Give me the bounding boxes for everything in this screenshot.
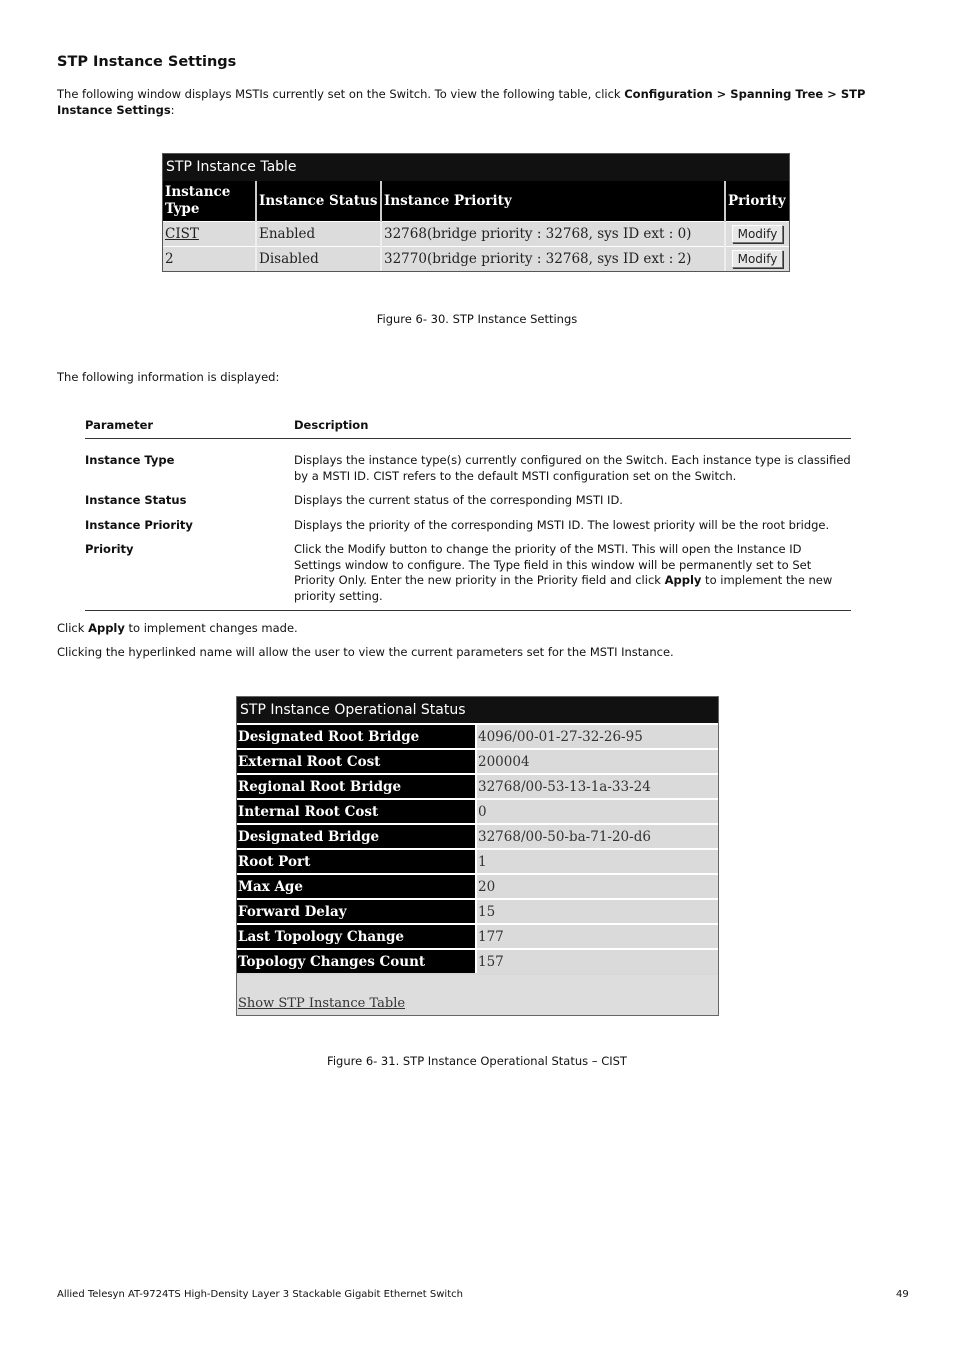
table-row [85, 533, 851, 611]
status-value: 177 [476, 924, 718, 949]
intro-end: : [170, 102, 175, 117]
param-desc-text-end: to implement the new priority setting. [294, 573, 833, 603]
window-footer-area [237, 975, 718, 1015]
table-row [237, 749, 718, 774]
param-desc-text: Click the Modify button to change the priority of the MSTI. This will open the Instance ID Settings window to configure. The Type field in this window will be permanently set to Set Priority Only. Enter the new priority in the Priority field and click [294, 542, 812, 587]
table-row [237, 824, 718, 849]
status-key: Designated Root Bridge [237, 724, 476, 749]
status-key: External Root Cost [237, 749, 476, 774]
info-intro: The following information is displayed: [57, 370, 280, 384]
instance-status-cell: Enabled [256, 222, 381, 247]
table-row [85, 484, 851, 509]
stp-instance-table-window [162, 153, 790, 272]
status-key: Regional Root Bridge [237, 774, 476, 799]
header-instance-priority: Instance Priority [381, 181, 725, 222]
table-row [85, 509, 851, 534]
param-name: Instance Priority [85, 517, 193, 532]
note-text-end: to implement changes made. [124, 621, 298, 635]
operational-status-table [237, 723, 718, 973]
status-key: Designated Bridge [237, 824, 476, 849]
note-text: Click [57, 621, 89, 635]
status-key: Topology Changes Count [237, 949, 476, 973]
parameter-header-row [85, 416, 851, 439]
param-desc: Displays the instance type(s) currently configured on the Switch. Each instance type is classified by a MSTI ID. CIST refers to the default MSTI configuration set on the Switch. [294, 453, 851, 483]
hyperlink-note: Clicking the hyperlinked name will allow the user to view the current parameters set for the MSTI Instance. [57, 645, 674, 659]
modify-button[interactable]: Modify [732, 250, 784, 268]
status-key: Root Port [237, 849, 476, 874]
header-description: Description [294, 416, 851, 439]
table-row [237, 774, 718, 799]
stp-instance-table-title: STP Instance Table [163, 154, 789, 181]
table-row [237, 724, 718, 749]
status-value: 15 [476, 899, 718, 924]
stp-operational-status-window [236, 696, 719, 1016]
figure-caption-1: Figure 6- 30. STP Instance Settings [376, 312, 578, 326]
status-value: 1 [476, 849, 718, 874]
stp-instance-table [163, 181, 789, 271]
header-priority: Priority [725, 181, 789, 222]
table-row [237, 899, 718, 924]
table-row [237, 874, 718, 899]
status-value: 157 [476, 949, 718, 973]
table-row [163, 247, 789, 272]
status-key: Max Age [237, 874, 476, 899]
instance-priority-cell: 32770(bridge priority : 32768, sys ID ext : 2) [381, 247, 725, 272]
section-heading: STP Instance Settings [57, 54, 237, 70]
param-name: Instance Type [85, 453, 175, 467]
status-value: 32768/00-53-13-1a-33-24 [476, 774, 718, 799]
param-desc: Displays the priority of the corresponding MSTI ID. The lowest priority will be the root bridge. [294, 517, 830, 532]
instance-type-cell: 2 [163, 247, 256, 272]
param-desc: Displays the current status of the corresponding MSTI ID. [294, 493, 623, 507]
intro-paragraph [57, 87, 887, 118]
status-key: Last Topology Change [237, 924, 476, 949]
page-number: 49 [896, 1289, 909, 1300]
header-parameter: Parameter [85, 416, 294, 439]
modify-button[interactable]: Modify [732, 225, 784, 243]
status-value: 200004 [476, 749, 718, 774]
param-name: Instance Status [85, 493, 187, 507]
status-key: Internal Root Cost [237, 799, 476, 824]
menu-path: Configuration > Spanning Tree > STP Instance Settings [57, 87, 866, 117]
click-apply-note [57, 621, 298, 637]
parameter-table [85, 416, 851, 611]
status-value: 0 [476, 799, 718, 824]
table-row [237, 924, 718, 949]
intro-text: The following window displays MSTIs currently set on the Switch. To view the following table, click [57, 87, 625, 101]
note-bold: Apply [88, 621, 125, 635]
instance-status-cell: Disabled [256, 247, 381, 272]
table-row [237, 799, 718, 824]
status-key: Forward Delay [237, 899, 476, 924]
cist-link[interactable]: CIST [165, 226, 199, 242]
header-instance-type: Instance Type [163, 181, 256, 222]
table-row [85, 439, 851, 485]
param-desc [294, 533, 851, 611]
status-value: 4096/00-01-27-32-26-95 [476, 724, 718, 749]
table-row [237, 849, 718, 874]
table-row [163, 222, 789, 247]
param-name: Priority [85, 533, 294, 611]
stp-table-header-row [163, 181, 789, 222]
instance-priority-cell: 32768(bridge priority : 32768, sys ID ext : 0) [381, 222, 725, 247]
table-row [237, 949, 718, 973]
operational-status-title: STP Instance Operational Status [237, 697, 718, 723]
show-stp-instance-table-link[interactable]: Show STP Instance Table [238, 996, 406, 1011]
status-value: 32768/00-50-ba-71-20-d6 [476, 824, 718, 849]
footer-product: Allied Telesyn AT-9724TS High-Density Layer 3 Stackable Gigabit Ethernet Switch [57, 1289, 463, 1300]
header-instance-status: Instance Status [256, 181, 381, 222]
param-desc-bold: Apply [664, 573, 702, 587]
status-value: 20 [476, 874, 718, 899]
figure-caption-2: Figure 6- 31. STP Instance Operational Status – CIST [327, 1054, 627, 1068]
